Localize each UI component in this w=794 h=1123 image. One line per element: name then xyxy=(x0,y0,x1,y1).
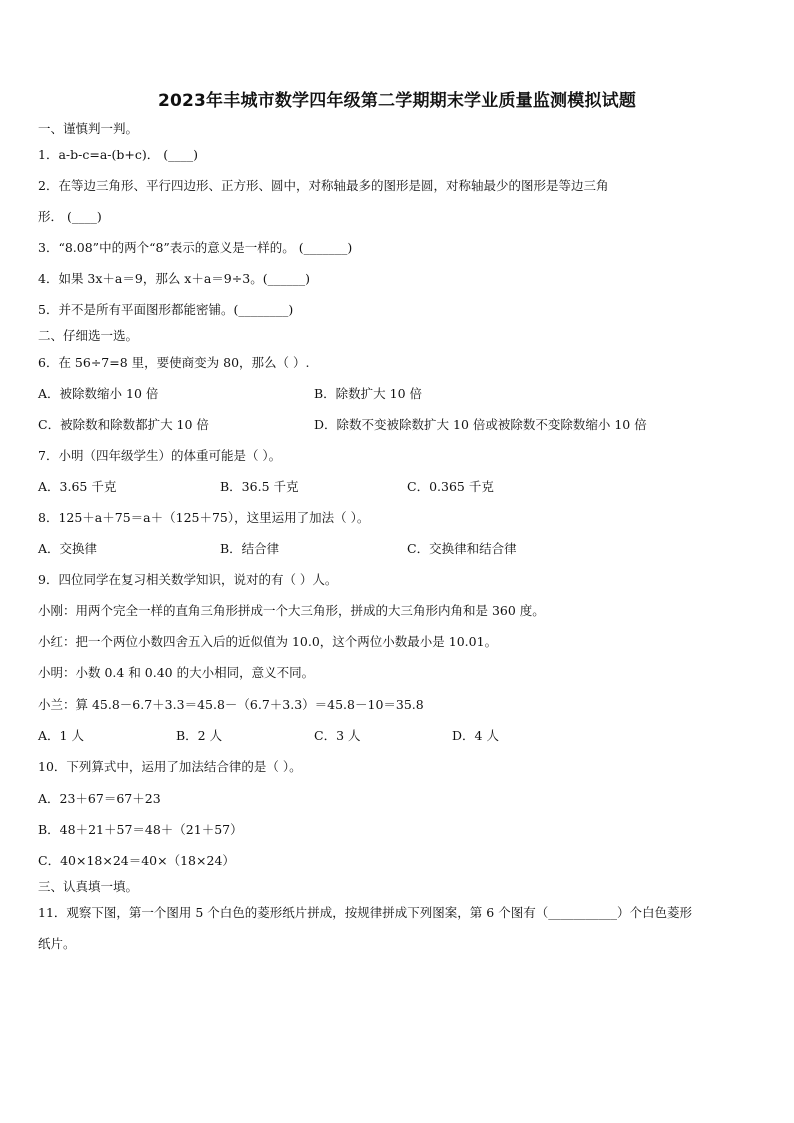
question-9-statement-xiaolan: 小兰：算 45.8－6.7＋3.3＝45.8－（6.7＋3.3）＝45.8－10＝35.8 xyxy=(38,697,424,712)
section-heading-fill: 三、认真填一填。 xyxy=(38,879,139,894)
question-9-option-a: A．1 人 xyxy=(38,728,84,743)
question-9-option-b: B．2 人 xyxy=(176,728,223,743)
question-9-statement-xiaogang: 小刚：用两个完全一样的直角三角形拼成一个大三角形，拼成的大三角形内角和是 360 度。 xyxy=(38,603,545,618)
question-4: 4．如果 3x＋a＝9，那么 x＋a＝9÷3。(______) xyxy=(38,271,310,286)
question-8-option-b: B．结合律 xyxy=(220,541,280,556)
question-9-option-d: D．4 人 xyxy=(452,728,499,743)
question-11-line1: 11．观察下图，第一个图用 5 个白色的菱形纸片拼成，按规律拼成下列图案，第 6 个图有（___________）个白色菱形 xyxy=(38,905,692,920)
page-title: 2023年丰城市数学四年级第二学期期末学业质量监测模拟试题 xyxy=(157,91,637,111)
question-9: 9．四位同学在复习相关数学知识，说对的有（ ）人。 xyxy=(38,572,338,587)
question-7-option-c: C．0.365 千克 xyxy=(407,479,494,494)
question-8: 8．125＋a＋75＝a＋（125＋75），这里运用了加法（ ）。 xyxy=(38,510,370,525)
question-8-option-a: A．交换律 xyxy=(38,541,98,556)
question-7-option-a: A．3.65 千克 xyxy=(38,479,117,494)
section-heading-choose: 二、仔细选一选。 xyxy=(38,328,139,343)
question-10-option-a: A．23＋67＝67＋23 xyxy=(38,791,161,806)
question-6-option-c: C．被除数和除数都扩大 10 倍 xyxy=(38,417,209,432)
question-9-option-c: C．3 人 xyxy=(314,728,361,743)
question-6: 6．在 56÷7=8 里，要使商变为 80，那么（ ）. xyxy=(38,355,310,370)
question-1: 1．a-b-c=a-(b+c)． (____) xyxy=(38,147,198,162)
section-heading-judge: 一、谨慎判一判。 xyxy=(38,121,139,136)
question-7-option-b: B．36.5 千克 xyxy=(220,479,299,494)
question-8-option-c: C．交换律和结合律 xyxy=(407,541,517,556)
question-10-option-c: C．40×18×24＝40×（18×24） xyxy=(38,853,235,868)
question-11-line2: 纸片。 xyxy=(38,936,76,951)
question-9-statement-xiaoming: 小明：小数 0.4 和 0.40 的大小相同，意义不同。 xyxy=(38,665,315,680)
question-10: 10．下列算式中，运用了加法结合律的是（ ）。 xyxy=(38,759,302,774)
question-3: 3．“8.08”中的两个“8”表示的意义是一样的。 (_______) xyxy=(38,240,353,255)
question-6-option-a: A．被除数缩小 10 倍 xyxy=(38,386,159,401)
question-6-option-b: B．除数扩大 10 倍 xyxy=(314,386,423,401)
question-2-line2: 形． (____) xyxy=(38,209,102,224)
question-9-statement-xiaohong: 小红：把一个两位小数四舍五入后的近似值为 10.0，这个两位小数最小是 10.01。 xyxy=(38,634,498,649)
question-7: 7．小明（四年级学生）的体重可能是（ ）。 xyxy=(38,448,282,463)
question-10-option-b: B．48＋21＋57＝48＋（21＋57） xyxy=(38,822,243,837)
question-6-option-d: D．除数不变被除数扩大 10 倍或被除数不变除数缩小 10 倍 xyxy=(314,417,647,432)
question-2-line1: 2．在等边三角形、平行四边形、正方形、圆中，对称轴最多的图形是圆，对称轴最少的图形是等边三角 xyxy=(38,178,609,193)
question-5: 5．并不是所有平面图形都能密铺。(________) xyxy=(38,302,294,317)
